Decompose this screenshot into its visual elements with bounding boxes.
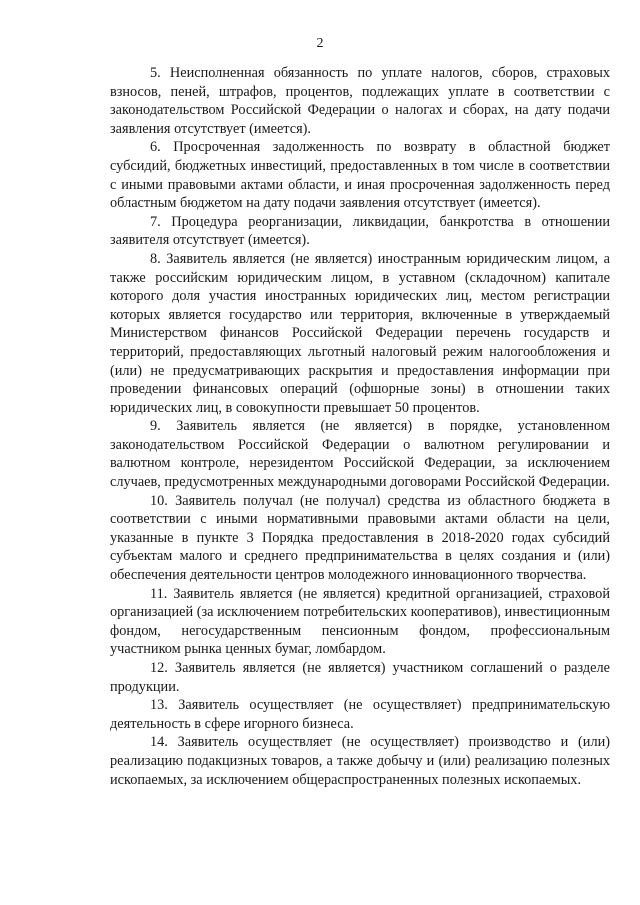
page-number: 2: [316, 36, 324, 51]
paragraph-11: 11. Заявитель является (не является) кредитной организацией, страховой организацией (за исключением потребительских кооперативов), инвестиционным фондом, негосударственным пенсионным фондом, профессиональным участником рынка ценных бумаг, ломбардом.: [110, 585, 610, 658]
paragraph-13: 13. Заявитель осуществляет (не осуществляет) предпринимательскую деятельность в сфере игорного бизнеса.: [110, 697, 610, 732]
paragraph-10: 10. Заявитель получал (не получал) средства из областного бюджета в соответствии с иными нормативными правовыми актами области на цели, указанные в пункте 3 Порядка предоставления в 2018-2020 годах субсидий субъектам малого и среднего предпринимательства в целях создания и (или) обеспечения деятельности центров молодежного инновационного творчества.: [110, 492, 610, 584]
paragraph-6: 6. Просроченная задолженность по возврату в областной бюджет субсидий, бюджетных инвестиций, предоставленных в том числе в соответствии с иными правовыми актами области, и иная просроченная задолженность перед областным бюджетом на дату подачи заявления отсутствует (имеется).: [110, 139, 610, 212]
paragraph-7: 7. Процедура реорганизации, ликвидации, банкротства в отношении заявителя отсутствует (имеется).: [110, 213, 610, 249]
document-body: [110, 64, 610, 789]
paragraph-14: 14. Заявитель осуществляет (не осуществляет) производство и (или) реализацию подакцизных товаров, а также добычу и (или) реализацию полезных ископаемых, за исключением общераспространенных полезных ископаемых.: [110, 734, 610, 788]
paragraph-8: 8. Заявитель является (не является) иностранным юридическим лицом, а также российским юридическим лицом, в уставном (складочном) капитале которого доля участия иностранных юридических лиц, местом регистрации которых является государство или территория, включенные в утверждаемый Министерством финансов Российской Федерации перечень государств и территорий, предоставляющих льготный налоговый режим налогообложения и (или) не предусматривающих раскрытия и предоставления информации при проведении финансовых операций (офшорные зоны) в отношении таких юридических лиц, в совокупности превышает 50 процентов.: [110, 250, 610, 416]
paragraph-9: 9. Заявитель является (не является) в порядке, установленном законодательством Российской Федерации о валютном регулировании и валютном контроле, нерезидентом Российской Федерации, за исключением случаев, предусмотренных международными договорами Российской Федерации.: [110, 418, 610, 491]
paragraph-5: 5. Неисполненная обязанность по уплате налогов, сборов, страховых взносов, пеней, штрафов, процентов, подлежащих уплате в соответствии с законодательством Российской Федерации о налогах и сборах, на дату подачи заявления отсутствует (имеется).: [110, 65, 610, 137]
paragraph-12: 12. Заявитель является (не является) участником соглашений о разделе продукции.: [110, 660, 610, 695]
